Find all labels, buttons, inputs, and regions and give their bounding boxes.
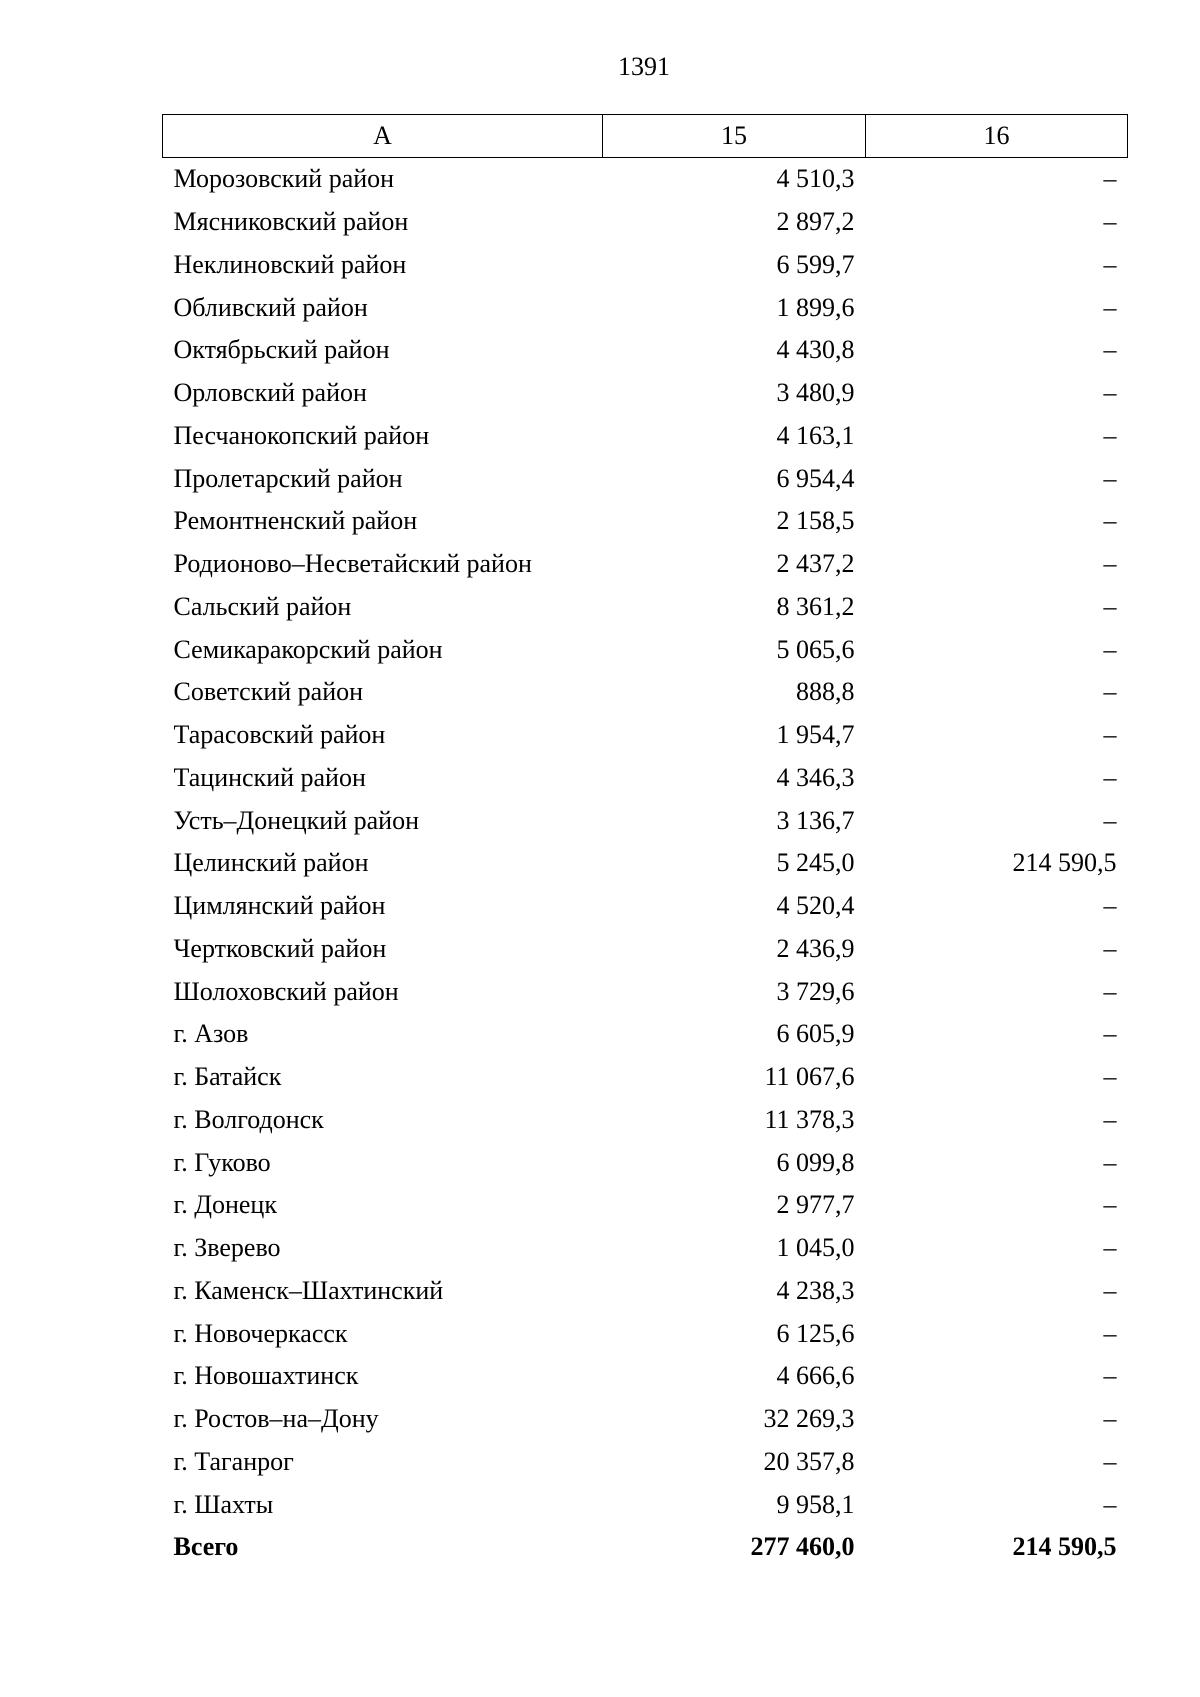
row-value-16: – — [1103, 1275, 1117, 1305]
table-row — [163, 1056, 1128, 1099]
row-name: Неклиновский район — [173, 249, 407, 279]
row-name: г. Таганрог — [173, 1446, 294, 1476]
row-value-15: 4 163,1 — [776, 420, 855, 450]
row-name: Морозовский район — [173, 164, 395, 194]
row-value-15: 6 125,6 — [776, 1318, 855, 1348]
row-value-16: – — [1103, 378, 1117, 408]
table-row — [163, 1013, 1128, 1056]
table-row — [163, 1227, 1128, 1270]
row-value-16: – — [1103, 720, 1117, 750]
row-name: Мясниковский район — [173, 207, 409, 237]
row-value-15: 4 510,3 — [776, 164, 855, 194]
row-value-16: 214 590,5 — [1012, 1532, 1117, 1562]
table-row — [163, 628, 1128, 671]
row-value-16: – — [1103, 1361, 1117, 1391]
table-row — [163, 970, 1128, 1013]
row-value-15: 32 269,3 — [763, 1404, 855, 1434]
row-value-16: – — [1103, 207, 1117, 237]
row-value-16: – — [1103, 1489, 1117, 1519]
page-number: 1391 — [618, 52, 670, 81]
row-value-15: 9 958,1 — [776, 1489, 855, 1519]
row-name: г. Новошахтинск — [173, 1361, 359, 1391]
row-value-15: 11 378,3 — [764, 1104, 855, 1134]
row-value-15: 888,8 — [796, 677, 855, 707]
row-value-16: – — [1103, 976, 1117, 1006]
row-name: Целинский район — [173, 848, 369, 878]
row-name: Орловский район — [173, 378, 367, 408]
header-15: 15 — [603, 115, 866, 158]
row-value-15: 2 897,2 — [776, 207, 855, 237]
row-name: Обливский район — [173, 292, 368, 322]
row-name: г. Донецк — [173, 1190, 277, 1220]
row-name: Семикаракорский район — [173, 634, 443, 664]
row-value-16: – — [1103, 335, 1117, 365]
table-row — [163, 1441, 1128, 1484]
row-value-16: – — [1103, 1062, 1117, 1092]
row-name: Советский район — [173, 677, 364, 707]
row-value-15: 4 666,6 — [776, 1361, 855, 1391]
row-value-15: 1 899,6 — [776, 292, 855, 322]
data-table — [162, 114, 1128, 1569]
row-value-16: – — [1103, 1446, 1117, 1476]
table-row — [163, 457, 1128, 500]
row-value-16: – — [1103, 1147, 1117, 1177]
row-name: Ремонтненский район — [173, 506, 418, 536]
row-value-15: 6 599,7 — [776, 249, 855, 279]
table-row — [163, 928, 1128, 971]
row-name: Пролетарский район — [173, 463, 403, 493]
table-row — [163, 1355, 1128, 1398]
header-a: А — [163, 115, 603, 158]
row-value-15: 3 480,9 — [776, 378, 855, 408]
row-value-16: – — [1103, 1233, 1117, 1263]
table-row — [163, 415, 1128, 458]
row-name: Усть–Донецкий район — [173, 805, 419, 835]
row-name: Октябрьский район — [173, 335, 390, 365]
table-row — [163, 757, 1128, 800]
table-body — [163, 158, 1128, 1569]
row-value-16: – — [1103, 634, 1117, 664]
table-row — [163, 1483, 1128, 1526]
row-value-15: 4 430,8 — [776, 335, 855, 365]
row-value-16: – — [1103, 1104, 1117, 1134]
row-value-15: 6 099,8 — [776, 1147, 855, 1177]
table-total-row — [163, 1526, 1128, 1569]
row-value-16: – — [1103, 249, 1117, 279]
row-name: г. Гуково — [173, 1147, 271, 1177]
table-row — [163, 671, 1128, 714]
row-value-16: – — [1103, 677, 1117, 707]
table-row — [163, 1398, 1128, 1441]
row-name: Тацинский район — [173, 762, 366, 792]
row-value-15: 4 346,3 — [776, 762, 855, 792]
table-row — [163, 714, 1128, 757]
row-value-15: 5 245,0 — [776, 848, 855, 878]
row-value-15: 3 136,7 — [776, 805, 855, 835]
row-name: Родионово–Несветайский район — [173, 549, 532, 579]
row-name: Всего — [173, 1532, 239, 1562]
row-value-15: 4 520,4 — [776, 891, 855, 921]
row-value-15: 5 065,6 — [776, 634, 855, 664]
table-row — [163, 1141, 1128, 1184]
table-row — [163, 799, 1128, 842]
row-value-16: 214 590,5 — [1012, 848, 1117, 878]
row-name: Тарасовский район — [173, 720, 386, 750]
row-name: Сальский район — [173, 591, 352, 621]
table-row — [163, 372, 1128, 415]
row-name: г. Батайск — [173, 1062, 282, 1092]
row-name: г. Ростов–на–Дону — [173, 1404, 379, 1434]
table-row — [163, 543, 1128, 586]
header-16: 16 — [866, 115, 1128, 158]
row-name: г. Азов — [173, 1019, 249, 1049]
row-name: Шолоховский район — [173, 976, 399, 1006]
row-value-15: 8 361,2 — [776, 591, 855, 621]
row-value-15: 1 954,7 — [776, 720, 855, 750]
row-value-16: – — [1103, 164, 1117, 194]
row-value-16: – — [1103, 1404, 1117, 1434]
table-row — [163, 1099, 1128, 1142]
row-name: г. Волгодонск — [173, 1104, 324, 1134]
table-row — [163, 842, 1128, 885]
row-value-16: – — [1103, 1318, 1117, 1348]
row-value-15: 3 729,6 — [776, 976, 855, 1006]
row-name: г. Новочеркасск — [173, 1318, 348, 1348]
row-value-15: 2 977,7 — [776, 1190, 855, 1220]
row-value-16: – — [1103, 1019, 1117, 1049]
table-row — [163, 329, 1128, 372]
table-row — [163, 286, 1128, 329]
row-value-16: – — [1103, 933, 1117, 963]
row-value-15: 2 158,5 — [776, 506, 855, 536]
row-value-15: 1 045,0 — [776, 1233, 855, 1263]
table-row — [163, 158, 1128, 201]
row-value-16: – — [1103, 549, 1117, 579]
row-name: г. Шахты — [173, 1489, 274, 1519]
table-row — [163, 500, 1128, 543]
row-value-15: 6 954,4 — [776, 463, 855, 493]
row-value-15: 6 605,9 — [776, 1019, 855, 1049]
row-name: г. Каменск–Шахтинский — [173, 1275, 444, 1305]
row-value-16: – — [1103, 762, 1117, 792]
row-name: г. Зверево — [173, 1233, 281, 1263]
row-value-16: – — [1103, 591, 1117, 621]
row-value-16: – — [1103, 1190, 1117, 1220]
table-row — [163, 1270, 1128, 1313]
row-value-16: – — [1103, 805, 1117, 835]
row-name: Цимлянский район — [173, 891, 386, 921]
row-value-15: 20 357,8 — [763, 1446, 855, 1476]
row-value-15: 2 437,2 — [776, 549, 855, 579]
table-row — [163, 1184, 1128, 1227]
row-value-16: – — [1103, 292, 1117, 322]
row-name: Песчанокопский район — [173, 420, 430, 450]
row-value-15: 4 238,3 — [776, 1275, 855, 1305]
row-name: Чертковский район — [173, 933, 387, 963]
row-value-16: – — [1103, 506, 1117, 536]
table-row — [163, 201, 1128, 244]
row-value-16: – — [1103, 463, 1117, 493]
table-row — [163, 244, 1128, 287]
table-row — [163, 1312, 1128, 1355]
table-row — [163, 586, 1128, 629]
row-value-15: 277 460,0 — [750, 1532, 855, 1562]
row-value-15: 11 067,6 — [764, 1062, 855, 1092]
row-value-15: 2 436,9 — [776, 933, 855, 963]
table-header-row — [163, 115, 1128, 158]
row-value-16: – — [1103, 891, 1117, 921]
table-row — [163, 885, 1128, 928]
row-value-16: – — [1103, 420, 1117, 450]
